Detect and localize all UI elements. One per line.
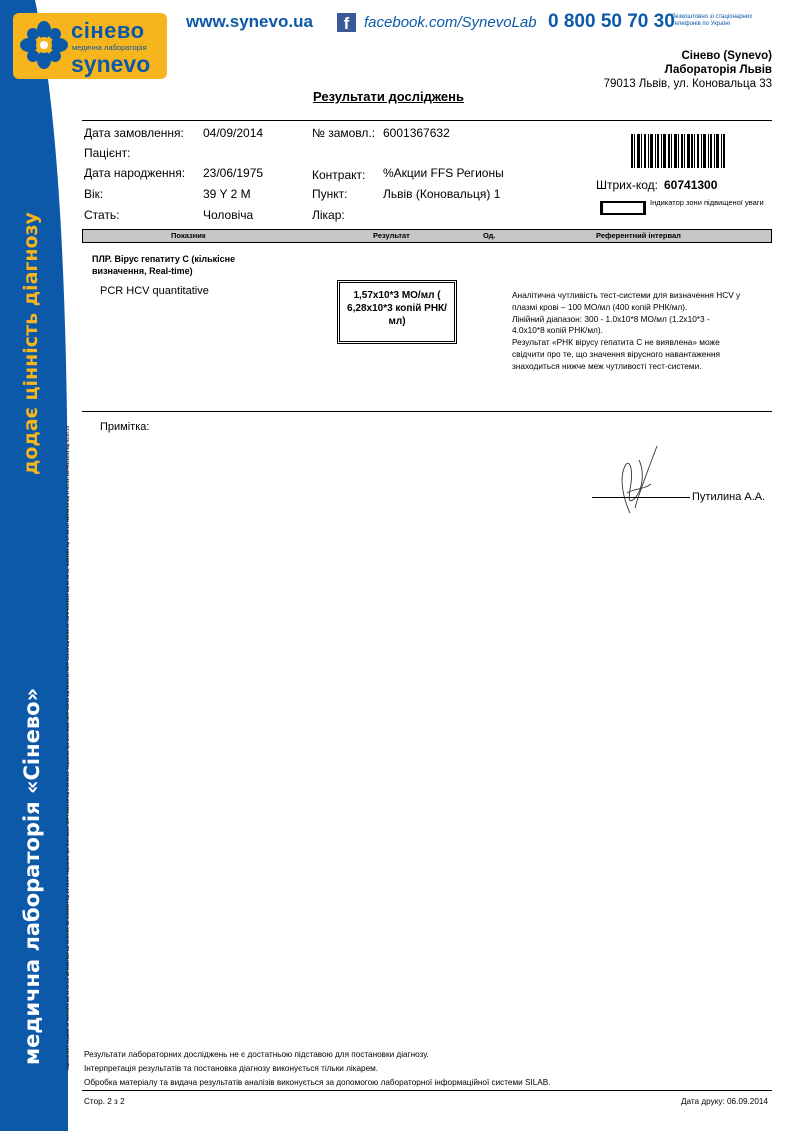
col-result: Результат (373, 231, 410, 240)
synevo-logo (13, 13, 167, 79)
disclaimer-line: Інтерпретація результатів та постановка діагнозу виконується тільки лікарем. (84, 1064, 379, 1073)
disclaimer-line: Обробка матеріалу та видача результатів аналізів виконується за допомогою лабораторної інформаційної системи SILAB. (84, 1078, 551, 1087)
age-label: Вік: (84, 187, 104, 201)
sex-label: Стать: (84, 208, 120, 222)
contract-label: Контракт: (312, 168, 366, 182)
reference-line: Лінійний діапазон: 300 - 1.0x10*8 МО/мл (1.2x10*3 - 4.0x10*8 копій РНК/мл). (512, 313, 710, 336)
license-text: Ліцензії МОЗ України: АГ №599151 від 26.12.11; АВ №447845 від 12.03.09; АВ №492897 від 23.10.09. Свідоцтво про атестацію: №ПЧ-1081/12 від 2.08.2012. Свідоцтво про атестацію №ПТ-120/12 від 06.04.12, №ПТ-121/12 від 06.04.12, №РО-059/2013 від 05.10.12, №001661 від 17.10.11, №0190/10 від 17.05.11, №ПЧ01/10/13 від 31.07.13 (66, 426, 70, 1070)
reference-interval (512, 290, 742, 373)
lab-address: 79013 Львів, ул. Коновальца 33 (603, 78, 772, 90)
note-label: Примітка: (100, 421, 150, 433)
flower-logo-icon (19, 20, 69, 70)
barcode-label: Штрих-код: (596, 178, 658, 192)
phone-number: 0 800 50 70 30 (548, 11, 675, 32)
print-date: Дата друку: 06.09.2014 (680, 1097, 768, 1106)
doctor-label: Лікар: (312, 208, 345, 222)
reference-line: Результат «РНК вірусу гепатита С не виявлена» може свідчити про те, що значення вірусного навантаження знаходиться нижче меж чутливості тест-системи. (512, 337, 721, 371)
signature-line (592, 497, 690, 498)
patient-label: Пацієнт: (84, 146, 131, 160)
signature (605, 438, 690, 518)
attention-indicator (600, 201, 646, 215)
result-value: 1,57x10*3 МО/мл ( 6,28x10*3 копій РНК/мл) (347, 290, 447, 327)
side-banner (0, 0, 68, 1131)
col-reference: Референтний інтервал (596, 231, 681, 240)
logo-subtitle: медична лабораторія (72, 43, 147, 52)
sex: Чоловіча (203, 208, 254, 222)
lab-branch: Лабораторія Львів (664, 64, 772, 76)
facebook-icon: f (337, 13, 356, 32)
order-date-label: Дата замовлення: (84, 126, 184, 140)
indicator-label: Індикатор зони підвищеної уваги (650, 198, 764, 207)
order-no-label: № замовл.: (312, 126, 376, 140)
col-unit: Од. (483, 231, 496, 240)
results-table-header (82, 229, 772, 243)
birth-date: 23/06/1975 (203, 166, 264, 180)
website-link[interactable]: www.synevo.ua (186, 12, 313, 31)
divider (82, 411, 772, 412)
divider (82, 120, 772, 121)
result-box (337, 280, 457, 344)
age: 39 Y 2 M (203, 187, 251, 201)
barcode-value: 60741300 (664, 178, 718, 192)
lab-info (604, 49, 772, 91)
logo-text-ua: сінево (71, 18, 145, 43)
page-title: Результати досліджень (313, 89, 464, 104)
facebook-link[interactable]: facebook.com/SynevoLab (364, 14, 537, 31)
order-date: 04/09/2014 (203, 126, 264, 140)
slogan: додає цінність діагнозу (20, 212, 42, 475)
brand-line: медична лабораторія «Сінево» (20, 687, 44, 1065)
disclaimer-line: Результати лабораторних досліджень не є достатньою підставою для постановки діагнозу. (84, 1050, 429, 1059)
birth-date-label: Дата народження: (84, 166, 186, 180)
point: Львів (Коновальця) 1 (383, 187, 501, 201)
col-indicator: Показник (171, 231, 206, 240)
signer-name: Путилина А.А. (692, 491, 766, 503)
test-name: PCR HCV quantitative (100, 285, 209, 297)
test-group-title: ПЛР. Вірус гепатиту С (кількісне визначення, Real-time) (92, 254, 236, 276)
lab-name: Сінево (Synevo) (681, 50, 772, 62)
order-no: 6001367632 (383, 126, 450, 140)
point-label: Пункт: (312, 187, 348, 201)
barcode-icon (631, 134, 725, 168)
phone-note: безкоштовно зі стаціонарних телефонів по Україні (672, 14, 753, 27)
divider (82, 1090, 772, 1091)
contract: %Акции FFS Регионы (383, 166, 504, 180)
page-number: Стор. 2 з 2 (84, 1097, 125, 1106)
reference-line: Аналітична чутливість тест-системи для визначення HCV у плазмі крові – 100 МО/мл (400 копій РНК/мл). (512, 290, 741, 312)
logo-text-en: synevo (71, 51, 151, 77)
